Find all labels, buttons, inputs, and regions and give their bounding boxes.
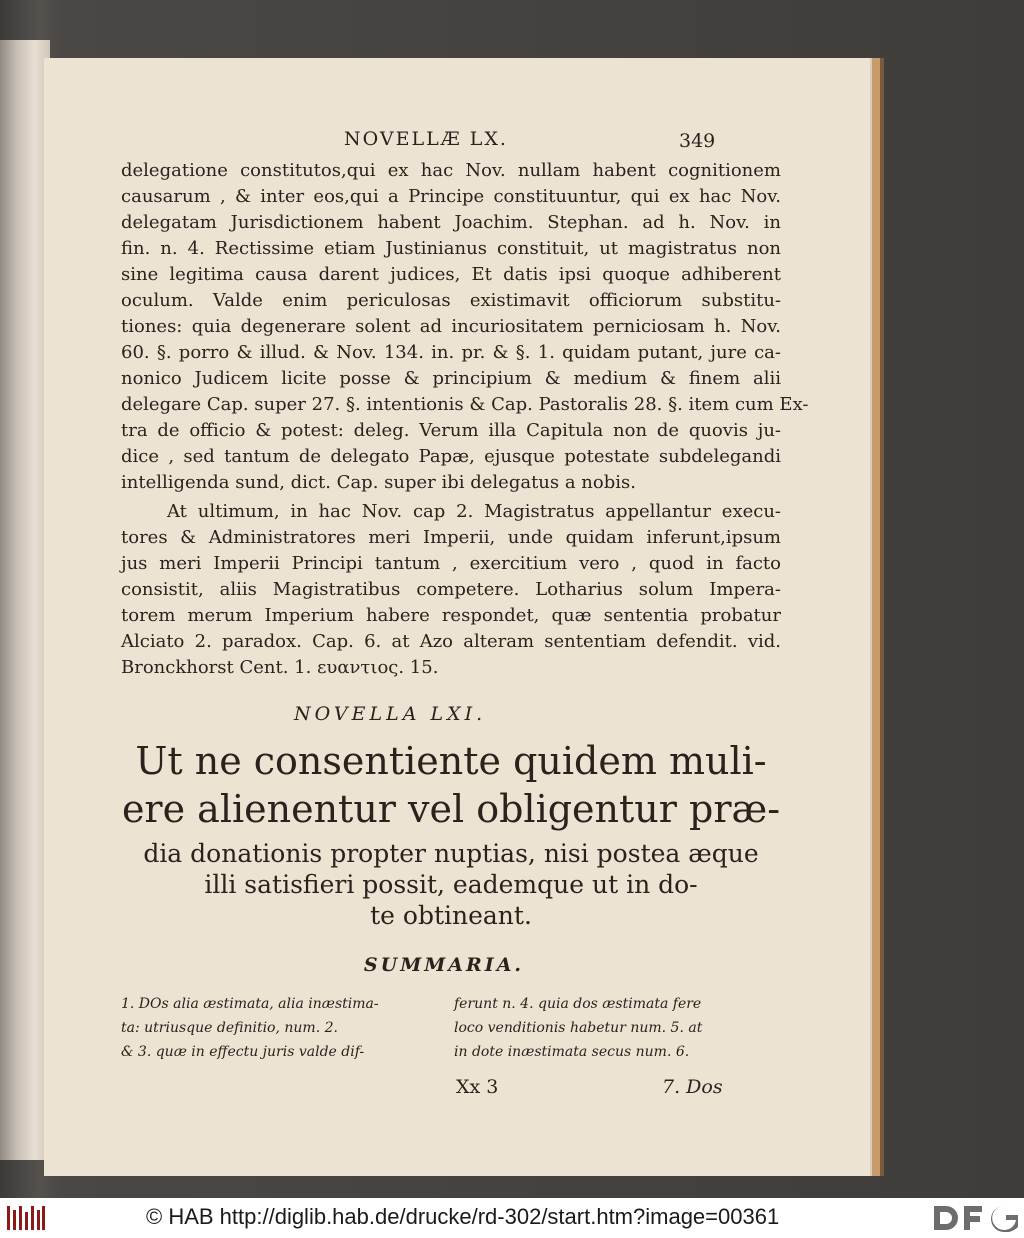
paragraph-line: torem merum Imperium habere respondet, quæ sententia probatur: [121, 605, 781, 626]
body-line: 60. §. porro & illud. & Nov. 134. in. pr. & §. 1. quidam putant, jure ca-: [121, 342, 781, 363]
title-line: illi satisfieri possit, eademque ut in do-: [204, 870, 698, 899]
footer-bar: [0, 1198, 1024, 1238]
summaria-line: ferunt n. 4. quia dos æstimata fere: [454, 996, 702, 1012]
catchword: 7. Dos: [662, 1076, 723, 1098]
paragraph-line: tores & Administratores meri Imperii, unde quidam inferunt,ipsum: [121, 527, 781, 548]
summaria-left-column: [121, 992, 379, 1064]
page-number: 349: [679, 130, 716, 152]
paragraph-line: At ultimum, in hac Nov. cap 2. Magistratus appellantur execu-: [167, 501, 781, 522]
summaria-line: ta: utriusque definitio, num. 2.: [121, 1020, 338, 1036]
body-line: intelligenda sund, dict. Cap. super ibi delegatus a nobis.: [121, 472, 636, 493]
section-heading: NOVELLA LXI.: [294, 703, 487, 725]
paragraph-line: consistit, aliis Magistratibus competere. Lotharius solum Impera-: [121, 579, 781, 600]
body-line: oculum. Valde enim periculosas existimavit officiorum substitu-: [121, 290, 781, 311]
body-line: tiones: quia degenerare solent ad incuriositatem perniciosam h. Nov.: [121, 316, 781, 337]
body-line: nonico Judicem licite posse & principium & medium & finem alii: [121, 368, 781, 389]
paragraph-line: jus meri Imperii Principi tantum , exercitium vero , quod in facto: [121, 553, 781, 574]
hab-logo-icon: [6, 1204, 46, 1232]
title-line: dia donationis propter nuptias, nisi postea æque: [143, 839, 759, 868]
paragraph-line: Bronckhorst Cent. 1. ευαντιος. 15.: [121, 657, 439, 678]
title-line: Ut ne consentiente quidem muli-: [135, 739, 767, 783]
dfg-logo-icon: [932, 1204, 1018, 1232]
body-line: sine legitima causa darent judices, Et datis ipsi quoque adhiberent: [121, 264, 781, 285]
body-line: fin. n. 4. Rectissime etiam Justinianus constituit, ut magistratus non: [121, 238, 781, 259]
body-line: delegatione constitutos,qui ex hac Nov. nullam habent cognitionem: [121, 160, 781, 181]
copyright-link[interactable]: © HAB http://diglib.hab.de/drucke/rd-302/start.htm?image=00361: [146, 1204, 780, 1229]
summaria-line: in dote inæstimata secus num. 6.: [454, 1044, 690, 1060]
body-line: tra de officio & potest: deleg. Verum illa Capitula non de quovis ju-: [121, 420, 781, 441]
summaria-line: 1. DOs alia æstimata, alia inæstima-: [121, 996, 379, 1012]
summaria-heading: SUMMARIA.: [363, 954, 525, 976]
body-line: dice , sed tantum de delegato Papæ, ejusque potestate subdelegandi: [121, 446, 781, 467]
summaria-right-column: [454, 992, 702, 1064]
signature-mark: Xx 3: [456, 1076, 499, 1098]
summaria-line: & 3. quæ in effectu juris valde dif-: [121, 1044, 365, 1060]
running-head: NOVELLÆ LX.: [344, 128, 508, 150]
title-line: te obtineant.: [370, 901, 532, 930]
body-line: causarum , & inter eos,qui a Principe constituuntur, qui ex hac Nov.: [121, 186, 781, 207]
title-line: ere alienentur vel obligentur præ-: [121, 787, 781, 831]
body-line: delegare Cap. super 27. §. intentionis & Cap. Pastoralis 28. §. item cum Ex-: [121, 394, 809, 415]
body-line: delegatam Jurisdictionem habent Joachim. Stephan. ad h. Nov. in: [121, 212, 781, 233]
adjacent-page-edge: [0, 40, 50, 1160]
summaria-line: loco venditionis habetur num. 5. at: [454, 1020, 703, 1036]
book-page: [44, 58, 870, 1176]
paragraph-line: Alciato 2. paradox. Cap. 6. at Azo alteram sententiam defendit. vid.: [121, 631, 781, 652]
